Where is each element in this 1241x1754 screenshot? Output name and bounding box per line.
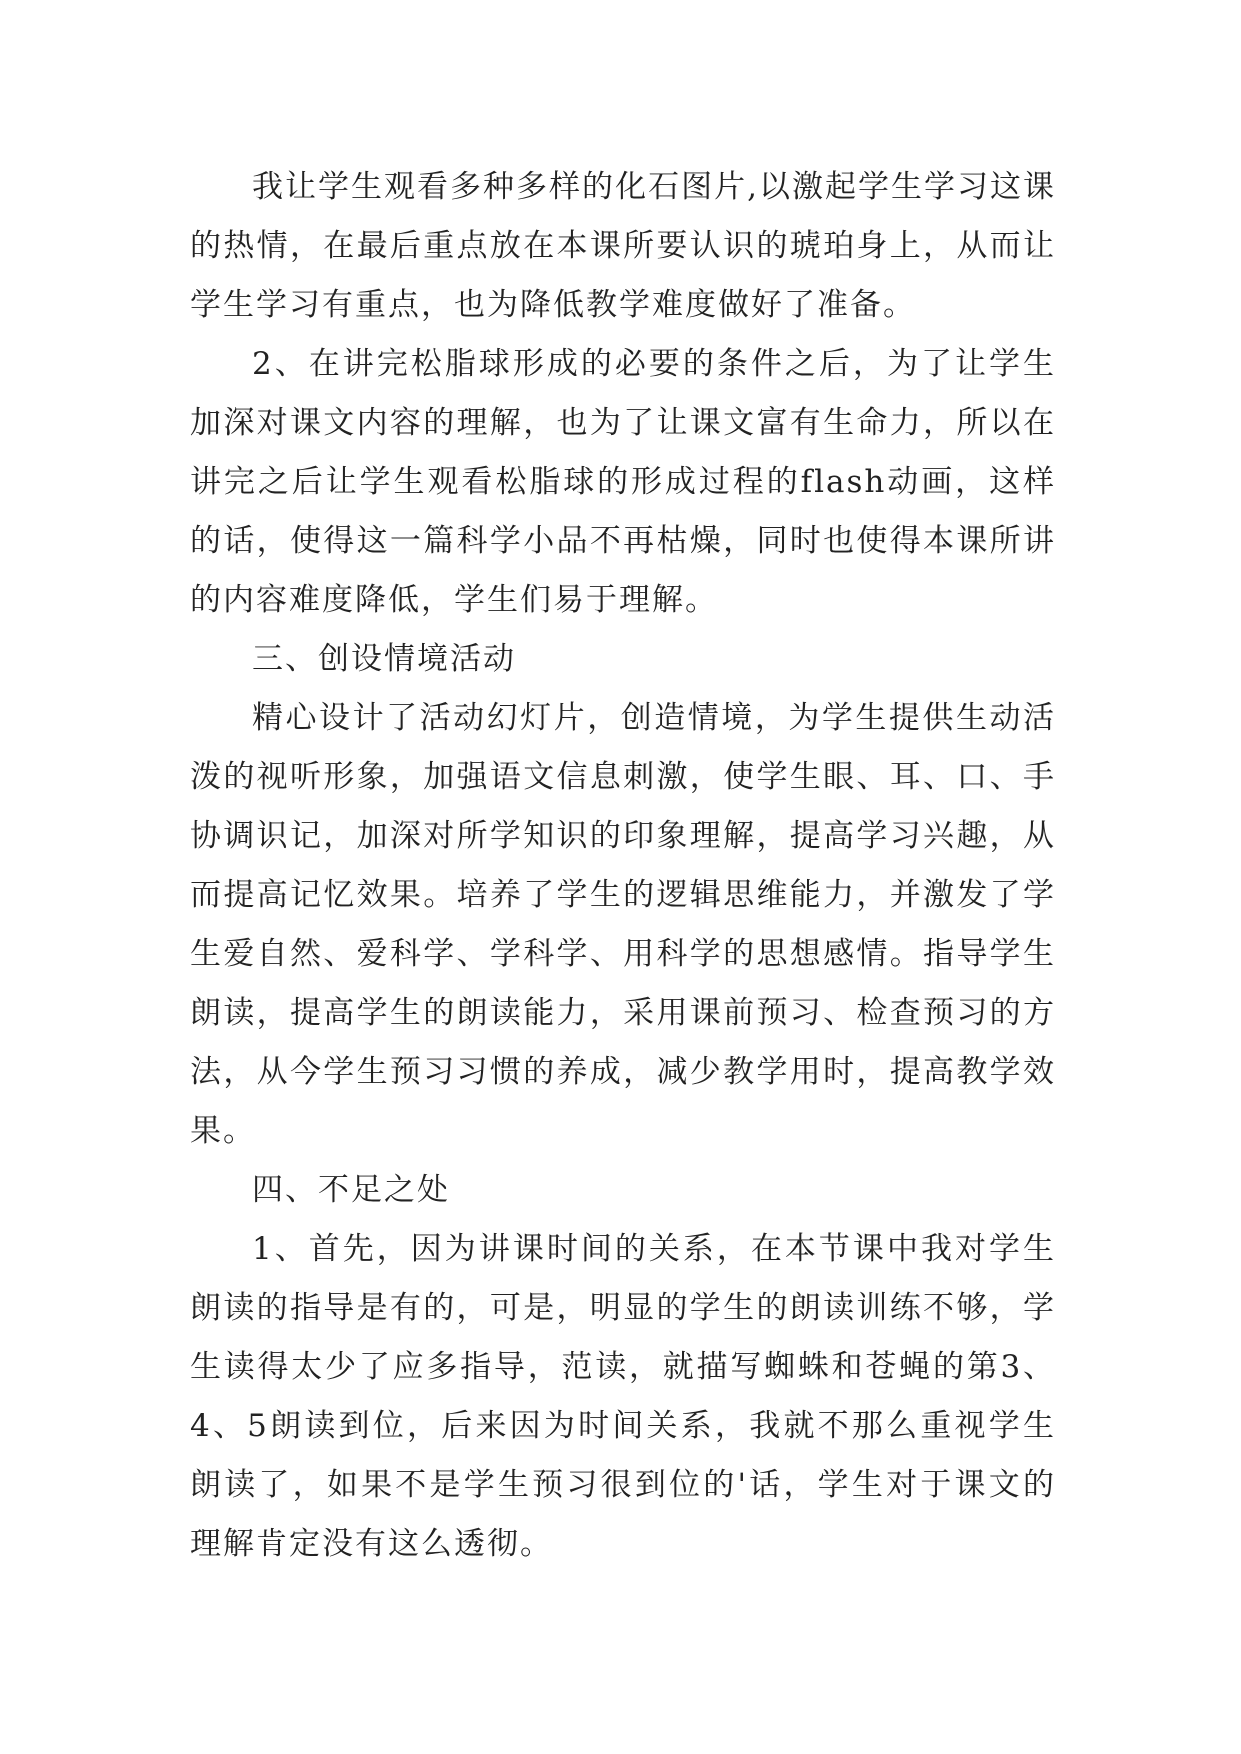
- paragraph-fossil-pictures: 我让学生观看多种多样的化石图片,以激起学生学习这课的热情，在最后重点放在本课所要认识的琥珀身上，从而让学生学习有重点，也为降低教学难度做好了准备。: [190, 169, 1056, 323]
- paragraph-reading-guidance: 1、首先，因为讲课时间的关系，在本节课中我对学生朗读的指导是有的，可是，明显的学生的朗读训练不够，学生读得太少了应多指导，范读，就描写蜘蛛和苍蝇的第3、4、5朗读到位，后来因为时间关系，我就不那么重视学生朗读了，如果不是学生预习很到位的'话，学生对于课文的理解肯定没有这么透彻。: [190, 1231, 1056, 1562]
- section-heading-shortcomings: 四、不足之处: [252, 1172, 450, 1208]
- paragraph-slides: 精心设计了活动幻灯片，创造情境，为学生提供生动活泼的视听形象，加强语文信息刺激，使学生眼、耳、口、手协调识记，加深对所学知识的印象理解，提高学习兴趣，从而提高记忆效果。培养了学生的逻辑思维能力，并激发了学生爱自然、爱科学、学科学、用科学的思想感情。指导学生朗读，提高学生的朗读能力，采用课前预习、检查预习的方法，从今学生预习习惯的养成，减少教学用时，提高教学效果。: [190, 700, 1056, 1149]
- section-heading-situation: 三、创设情境活动: [252, 641, 516, 677]
- document-body: [190, 158, 1056, 1574]
- paragraph-flash-animation: 2、在讲完松脂球形成的必要的条件之后，为了让学生加深对课文内容的理解，也为了让课文富有生命力，所以在讲完之后让学生观看松脂球的形成过程的flash动画，这样的话，使得这一篇科学小品不再枯燥，同时也使得本课所讲的内容难度降低，学生们易于理解。: [190, 346, 1056, 618]
